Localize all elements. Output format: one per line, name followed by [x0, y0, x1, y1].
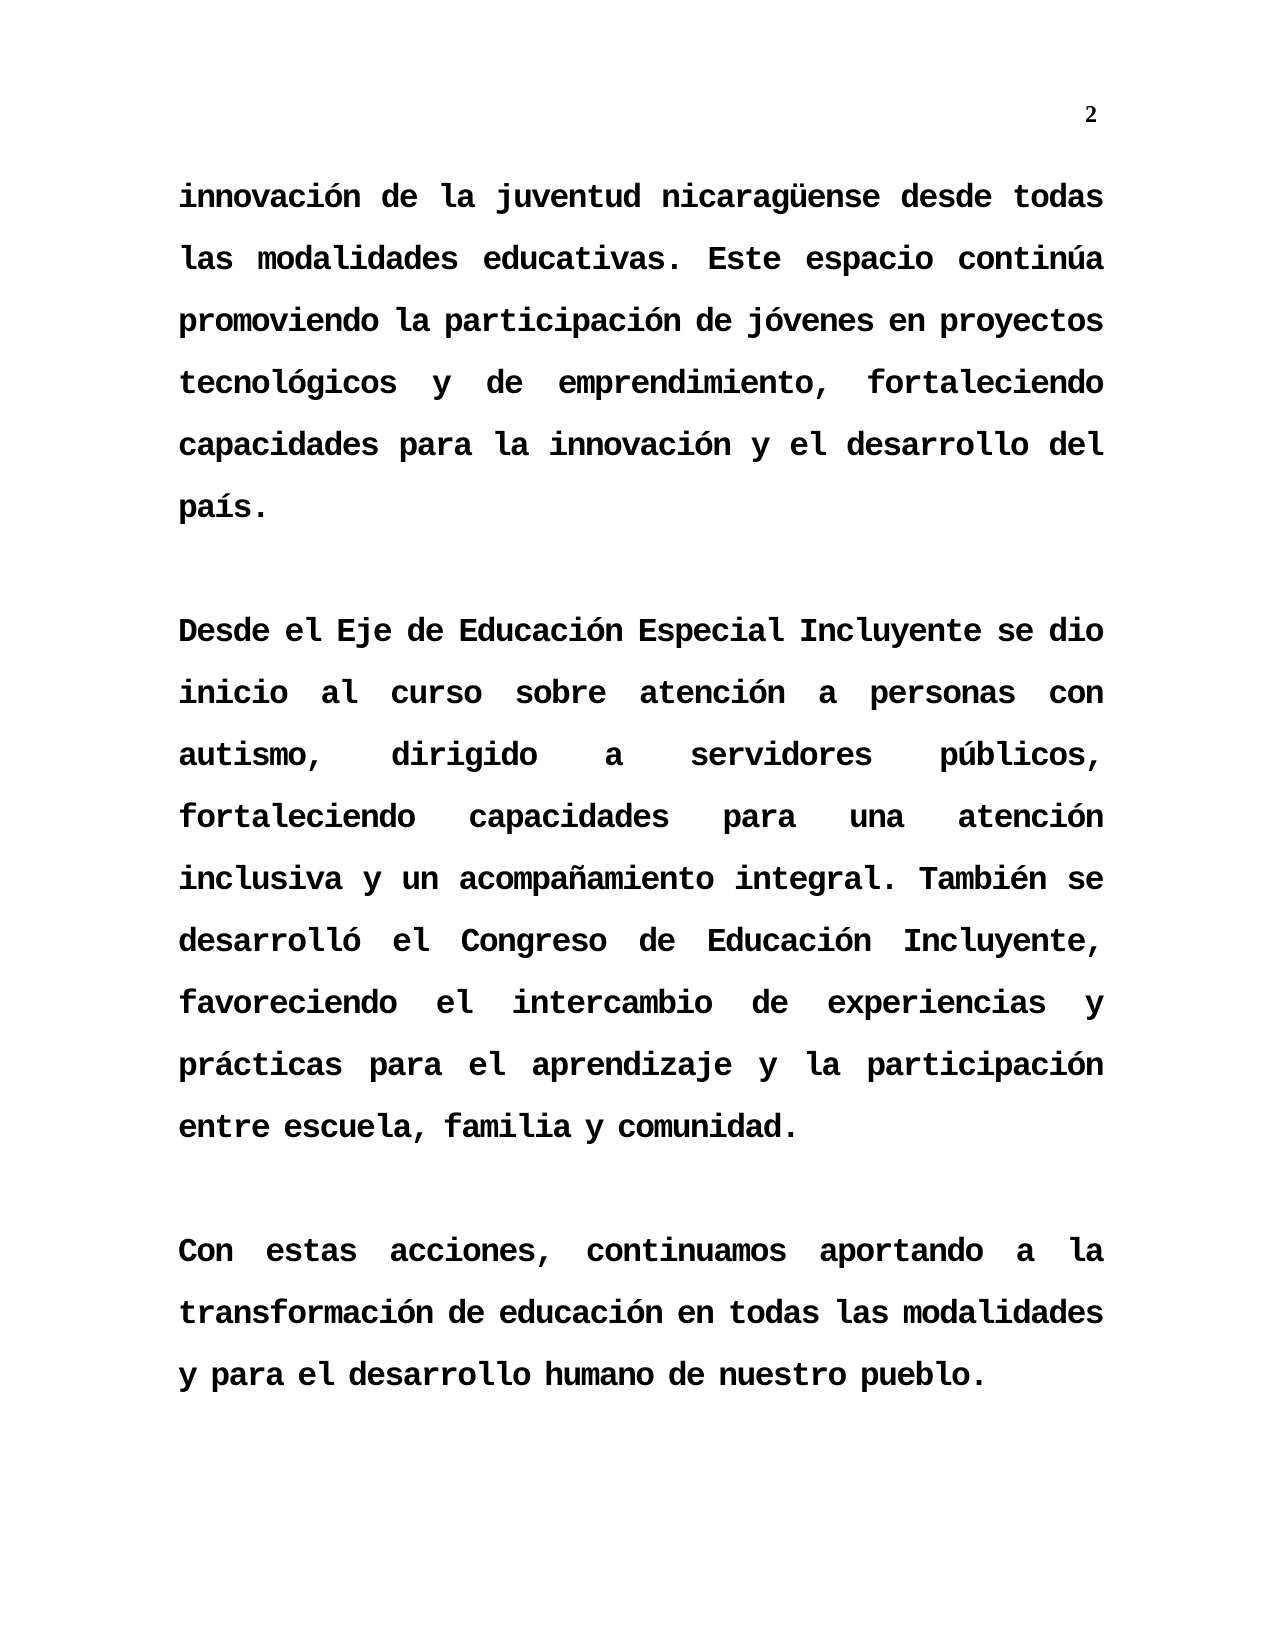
paragraph-special-education: Desde el Eje de Educación Especial Incluyente se dio inicio al curso sobre atención a personas con autismo, dirigido a servidores públicos, fortaleciendo capacidades para una atención inclusiva y un acompañamiento integral. También se desarrolló el Congreso de Educación Incluyente, favoreciendo el intercambio de experiencias y prácticas para el aprendizaje y la participación entre escuela, familia y comunidad. [178, 614, 1103, 1147]
paragraph-youth-innovation: innovación de la juventud nicaragüense desde todas las modalidades educativas. Este espacio continúa promoviendo la participación de jóvenes en proyectos tecnológicos y de emprendimiento, fortaleciendo capacidades para la innovación y el desarrollo del país. [178, 180, 1103, 527]
page-number: 2 [1085, 102, 1097, 128]
document-body [178, 168, 1103, 1470]
paragraph-conclusion: Con estas acciones, continuamos aportando a la transformación de educación en todas las modalidades y para el desarrollo humano de nuestro pueblo. [178, 1234, 1103, 1395]
